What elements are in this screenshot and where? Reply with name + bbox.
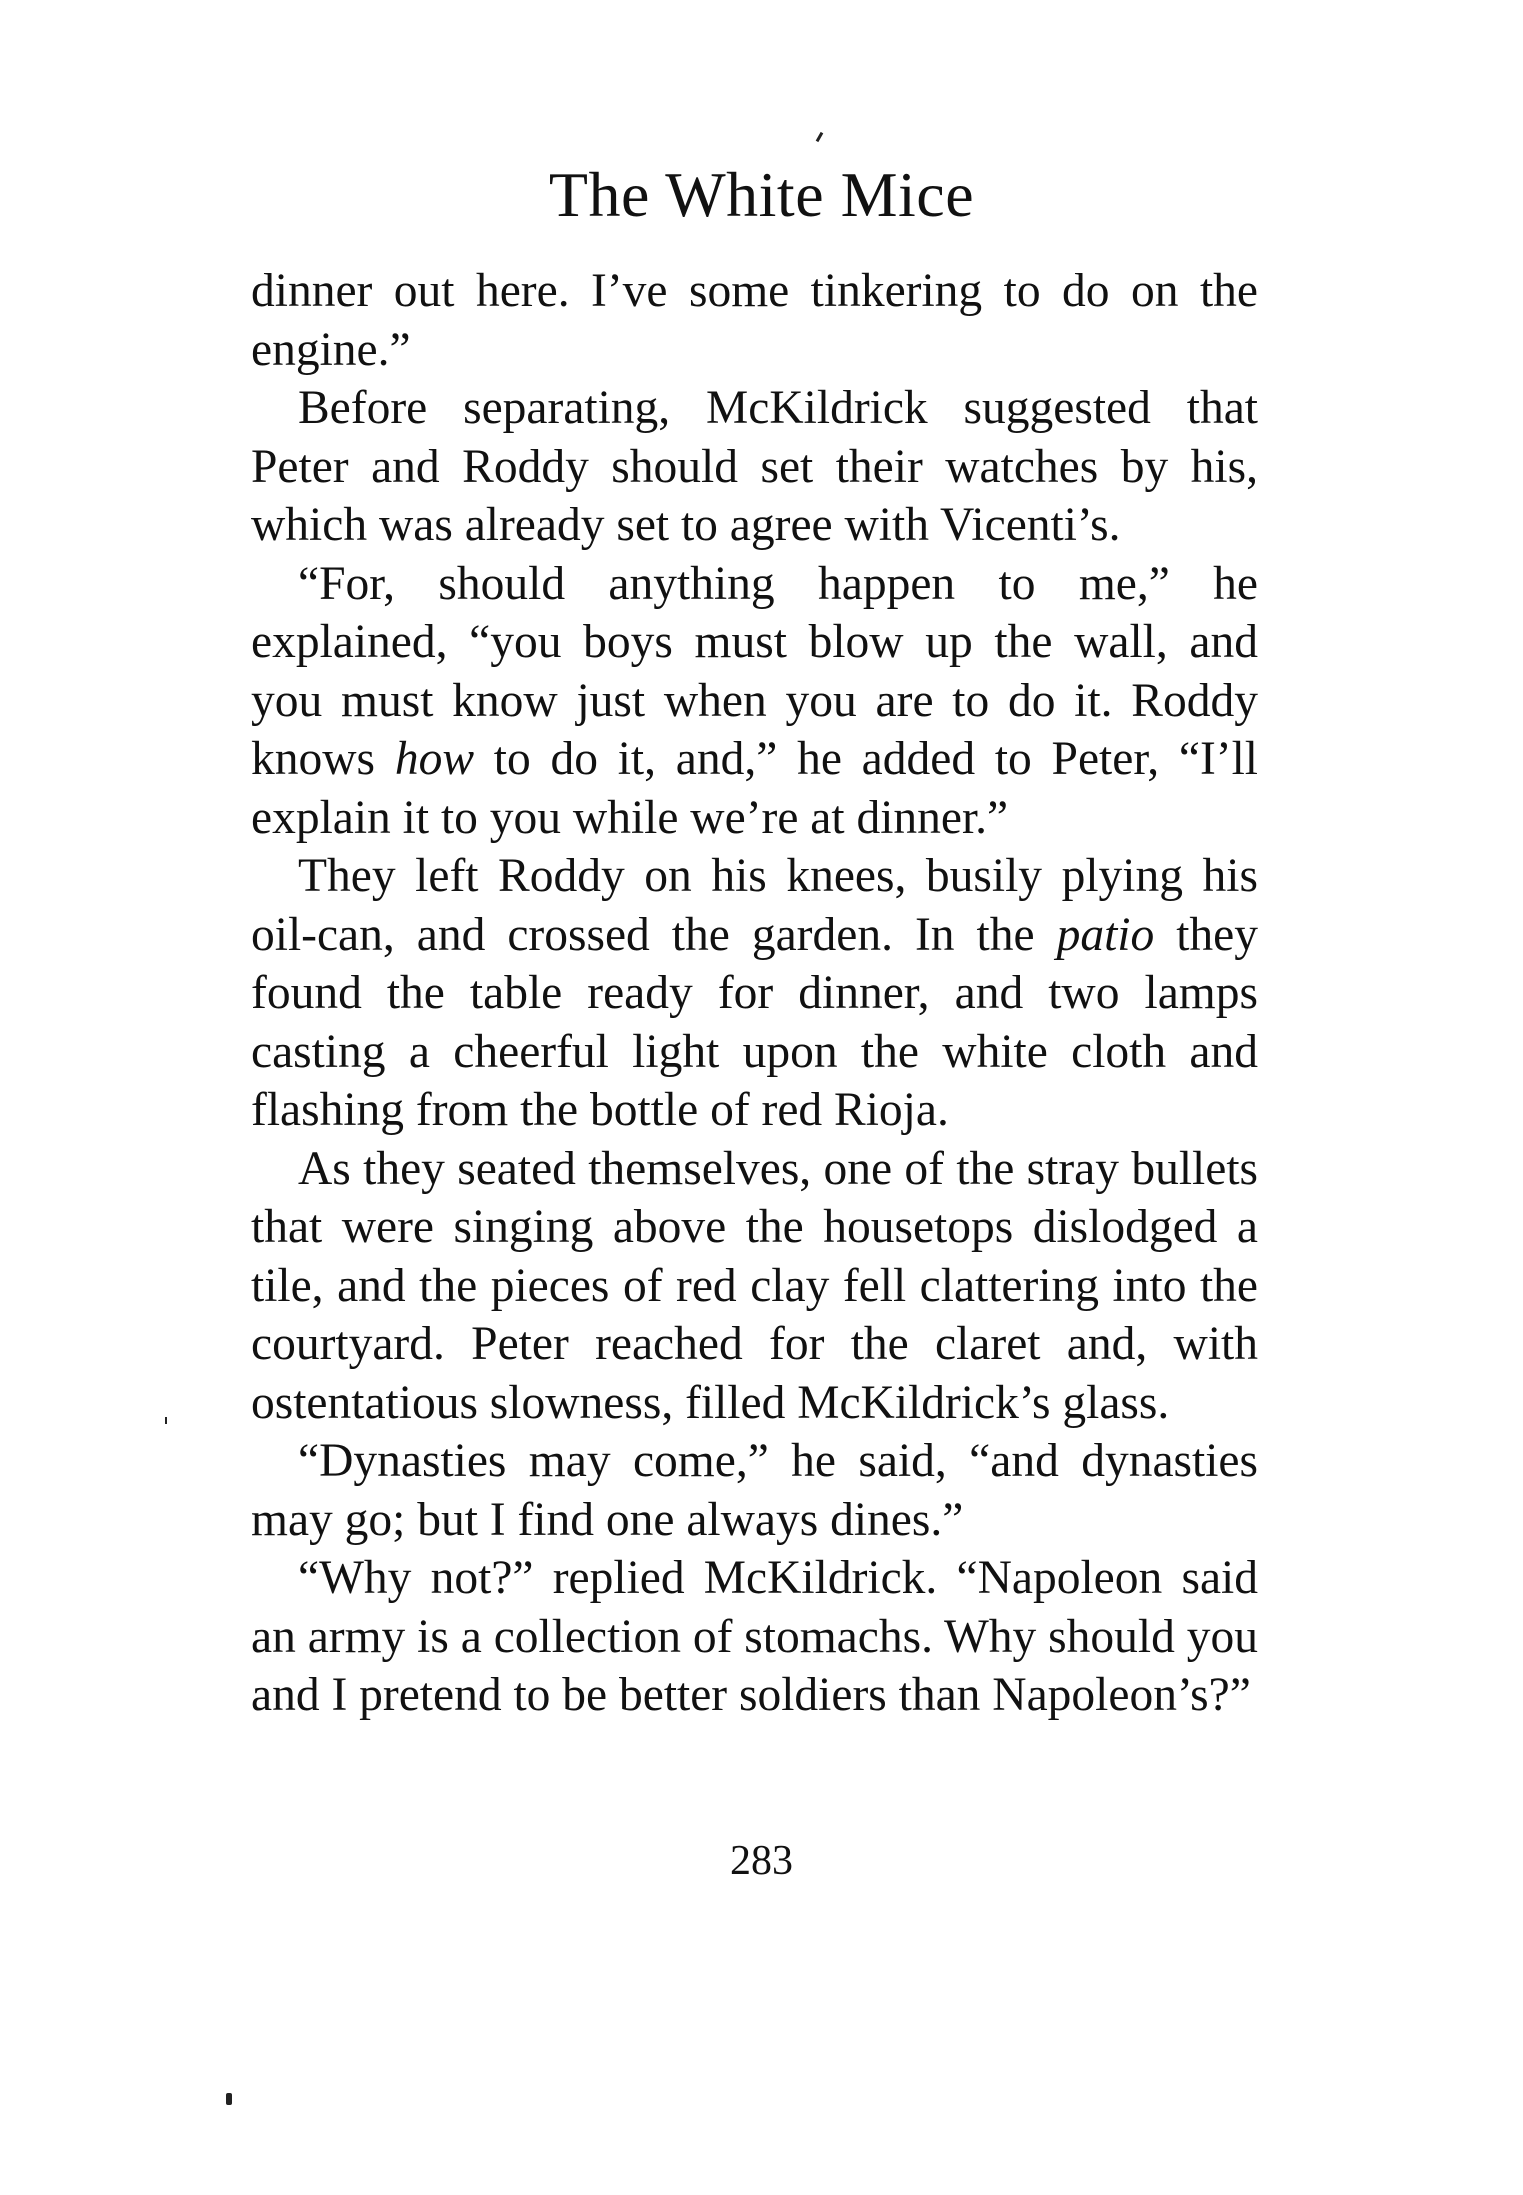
paragraph	[251, 262, 1258, 379]
print-speck	[165, 1417, 167, 1424]
text-run: they found the table ready for dinner, and two lamps casting a cheerful light upon the white cloth and flashing from the bottle of red Rioja.	[251, 908, 1259, 1136]
body-text	[251, 262, 1258, 1725]
paragraph	[251, 847, 1258, 1140]
text-run: “Why not?” replied McKildrick. “Napoleon said an army is a collection of stomachs. Why should you and I pretend to be better soldiers than Napoleon’s?”	[251, 1552, 1258, 1721]
print-speck	[816, 132, 824, 142]
paragraph	[251, 1549, 1258, 1725]
text-run: Before separating, McKildrick suggested that Peter and Roddy should set their watches by his, which was already set to agree with Vicenti’s.	[251, 382, 1258, 551]
italic-word: patio	[1056, 908, 1155, 961]
italic-word: how	[394, 733, 474, 785]
text-run: to do it, and,” he added to Peter, “I’ll explain it to you while we’re at dinner.”	[251, 733, 1258, 844]
paragraph	[251, 1140, 1258, 1433]
paragraph	[251, 1432, 1258, 1549]
running-title: The White Mice	[548, 159, 975, 230]
text-run: As they seated themselves, one of the stray bullets that were singing above the housetops dislodged a tile, and the pieces of red clay fell clattering into the courtyard. Peter reached for the claret and, with ostentatious slowness, filled McKildrick’s glass.	[251, 1142, 1258, 1429]
print-speck	[226, 2093, 232, 2105]
text-run: “Dynasties may come,” he said, “and dynasties may go; but I find one always dines.”	[251, 1435, 1258, 1546]
text-run: They left Roddy on his knees, busily plying his oil-can, and crossed the garden. In the	[251, 850, 1258, 961]
page-number: 283	[730, 1838, 793, 1884]
text-run: “For, should anything happen to me,” he explained, “you boys must blow up the wall, and you must know just when you are to do it. Roddy knows	[251, 557, 1258, 785]
text-run: dinner out here. I’ve some tinkering to do on the engine.”	[251, 265, 1258, 376]
paragraph	[251, 555, 1258, 848]
paragraph	[251, 379, 1258, 555]
